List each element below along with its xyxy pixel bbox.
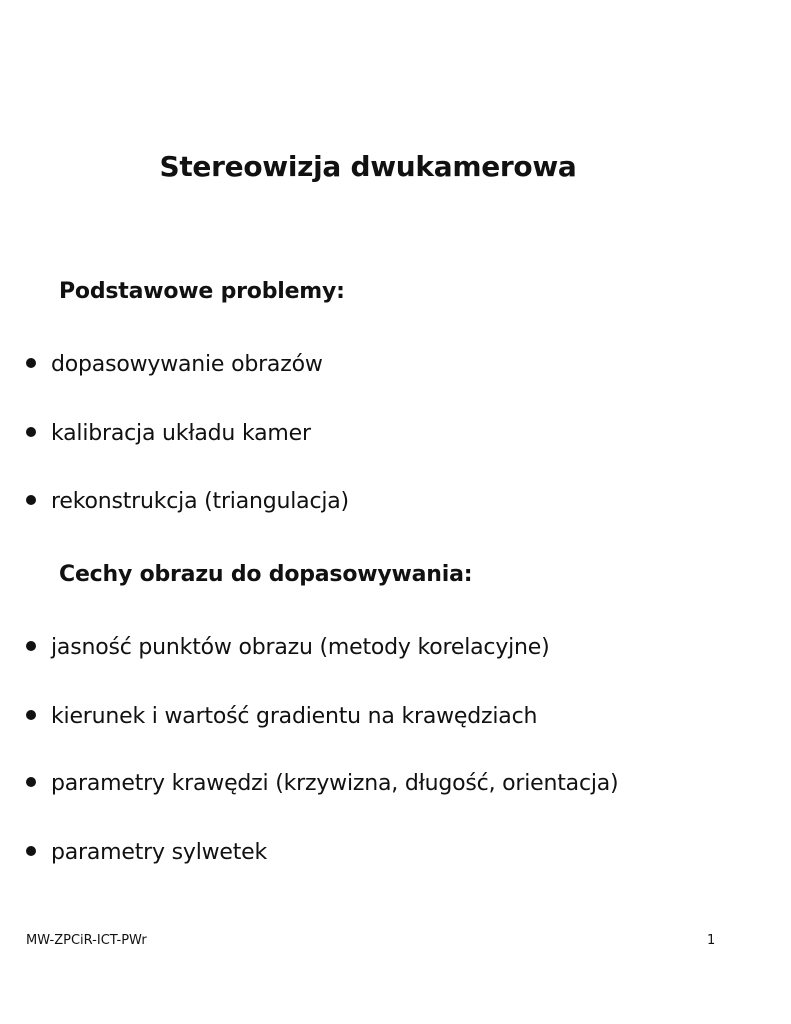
list-item: [26, 839, 267, 867]
bullet-icon: [26, 710, 36, 720]
bullet-icon: [26, 358, 36, 368]
list-item: [26, 488, 349, 516]
list-item-text: parametry sylwetek: [51, 840, 268, 865]
bullet-icon: [26, 495, 36, 505]
list-item-text: dopasowywanie obrazów: [51, 352, 323, 377]
list-item-text: jasność punktów obrazu (metody korelacyjne): [51, 635, 550, 660]
list-item-text: rekonstrukcja (triangulacja): [51, 489, 349, 514]
page-number: 1: [707, 933, 716, 948]
list-item: [26, 351, 323, 379]
bullet-icon: [26, 777, 36, 787]
list-item: [26, 420, 311, 448]
list-item-text: kierunek i wartość gradientu na krawędziach: [51, 704, 538, 729]
section-heading-features: Cechy obrazu do dopasowywania:: [59, 562, 473, 587]
bullet-icon: [26, 427, 36, 437]
list-item: [26, 703, 537, 731]
list-item: [26, 770, 618, 798]
list-item: [26, 634, 550, 662]
section-heading-problems: Podstawowe problemy:: [59, 279, 345, 304]
page-title: Stereowizja dwukamerowa: [159, 150, 577, 183]
footer-label: MW-ZPCiR-ICT-PWr: [26, 933, 147, 948]
list-item-text: parametry krawędzi (krzywizna, długość, orientacja): [51, 771, 619, 796]
bullet-icon: [26, 641, 36, 651]
list-item-text: kalibracja układu kamer: [51, 421, 311, 446]
bullet-icon: [26, 846, 36, 856]
